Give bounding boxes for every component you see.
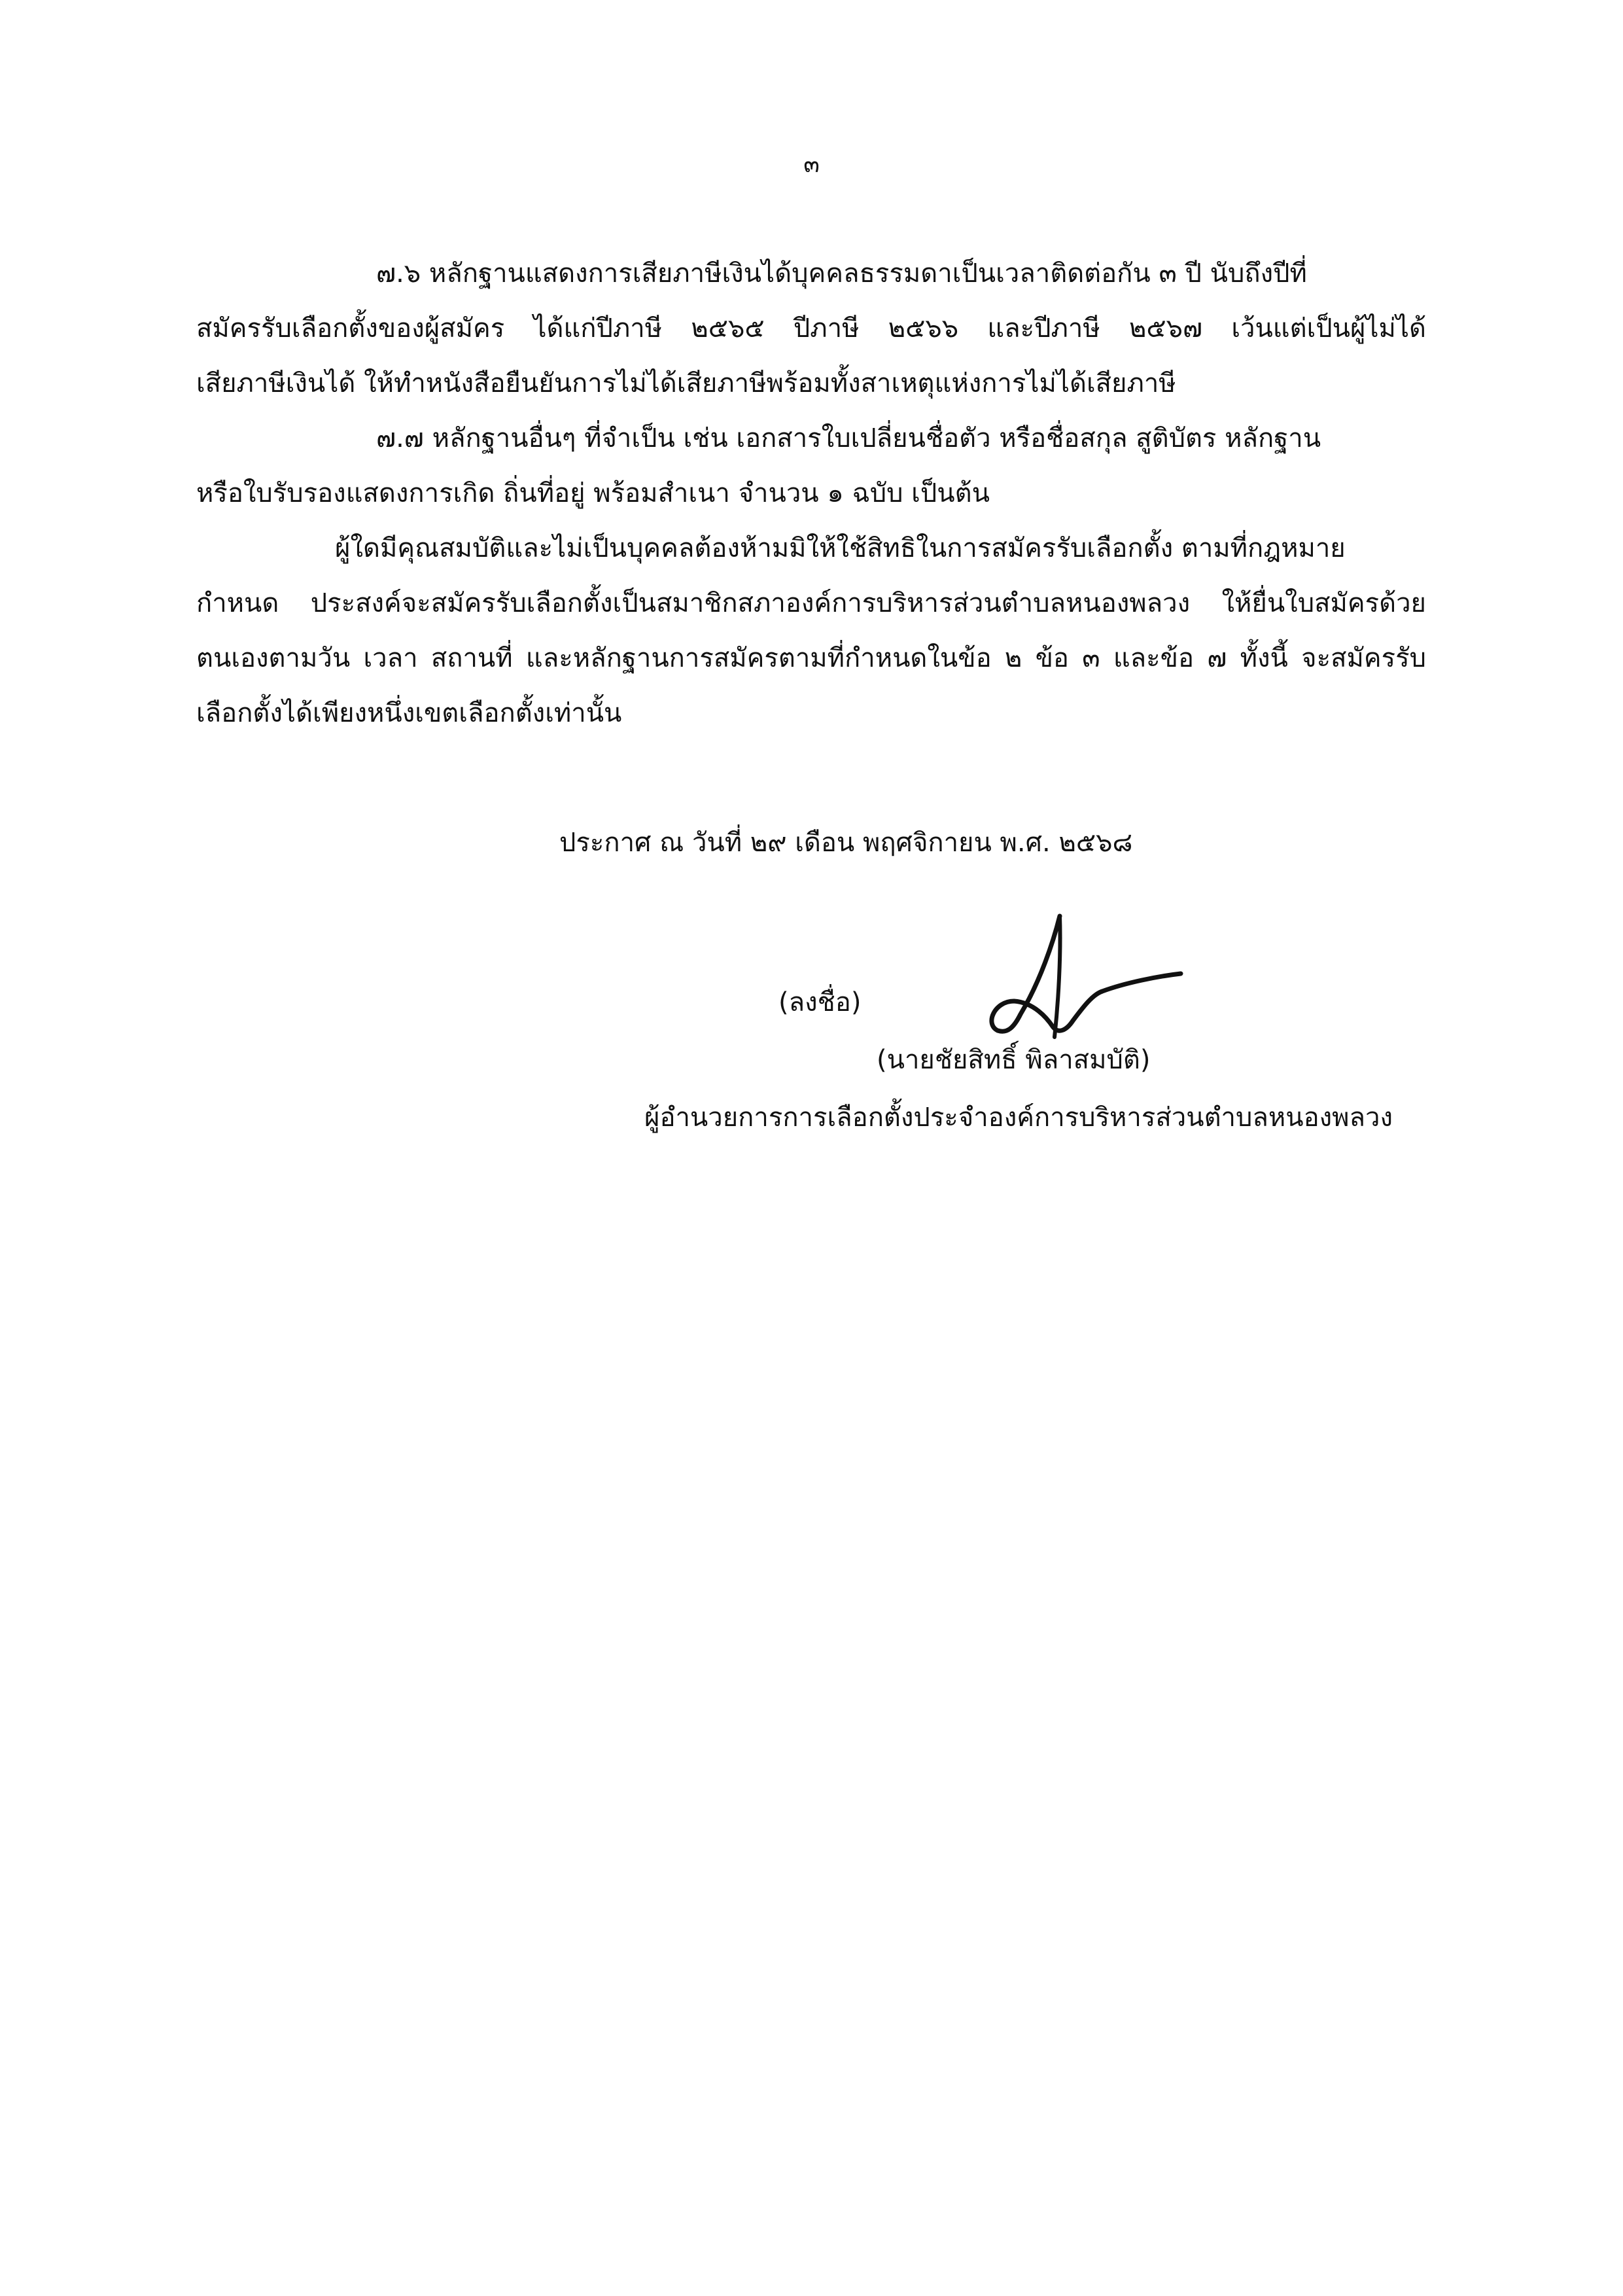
announcement-date: ประกาศ ณ วันที่ ๒๙ เดือน พฤศจิกายน พ.ศ. ๒๕๖๘ xyxy=(559,828,1133,858)
sign-label: (ลงชื่อ) xyxy=(778,987,862,1017)
item-7-6-line-1: ๗.๖ หลักฐานแสดงการเสียภาษีเงินได้บุคคลธรรมดาเป็นเวลาติดต่อกัน ๓ ปี นับถึงปีที่ xyxy=(376,258,1307,289)
handwritten-signature-icon xyxy=(968,903,1184,1053)
closing-line-2: กำหนด ประสงค์จะสมัครรับเลือกตั้งเป็นสมาชิกสภาองค์การบริหารส่วนตำบลหนองพลวง ให้ยื่นใบสมัครด้วย xyxy=(196,588,1426,618)
closing-line-4: เลือกตั้งได้เพียงหนึ่งเขตเลือกตั้งเท่านั้น xyxy=(196,698,622,728)
item-7-6-line-2: สมัครรับเลือกตั้งของผู้สมัคร ได้แก่ปีภาษี ๒๕๖๕ ปีภาษี ๒๕๖๖ และปีภาษี ๒๕๖๗ เว้นแต่เป็นผู้ไม่ได้ xyxy=(196,313,1426,344)
signer-name: (นายชัยสิทธิ์ พิลาสมบัติ) xyxy=(877,1045,1151,1075)
page-number: ๓ xyxy=(803,151,820,178)
closing-line-1: ผู้ใดมีคุณสมบัติและไม่เป็นบุคคลต้องห้ามมิให้ใช้สิทธิในการสมัครรับเลือกตั้ง ตามที่กฎหมาย xyxy=(335,533,1346,563)
item-7-7-line-1: ๗.๗ หลักฐานอื่นๆ ที่จำเป็น เช่น เอกสารใบเปลี่ยนชื่อตัว หรือชื่อสกุล สูติบัตร หลักฐาน xyxy=(376,423,1321,453)
signer-position: ผู้อำนวยการการเลือกตั้งประจำองค์การบริหารส่วนตำบลหนองพลวง xyxy=(644,1103,1393,1133)
closing-line-3: ตนเองตามวัน เวลา สถานที่ และหลักฐานการสมัครตามที่กำหนดในข้อ ๒ ข้อ ๓ และข้อ ๗ ทั้งนี้ จะสมัครรับ xyxy=(196,643,1426,673)
item-7-7-line-2: หรือใบรับรองแสดงการเกิด ถิ่นที่อยู่ พร้อมสำเนา จำนวน ๑ ฉบับ เป็นต้น xyxy=(196,478,990,508)
item-7-6-line-3: เสียภาษีเงินได้ ให้ทำหนังสือยืนยันการไม่ได้เสียภาษีพร้อมทั้งสาเหตุแห่งการไม่ได้เสียภาษี xyxy=(196,368,1176,398)
